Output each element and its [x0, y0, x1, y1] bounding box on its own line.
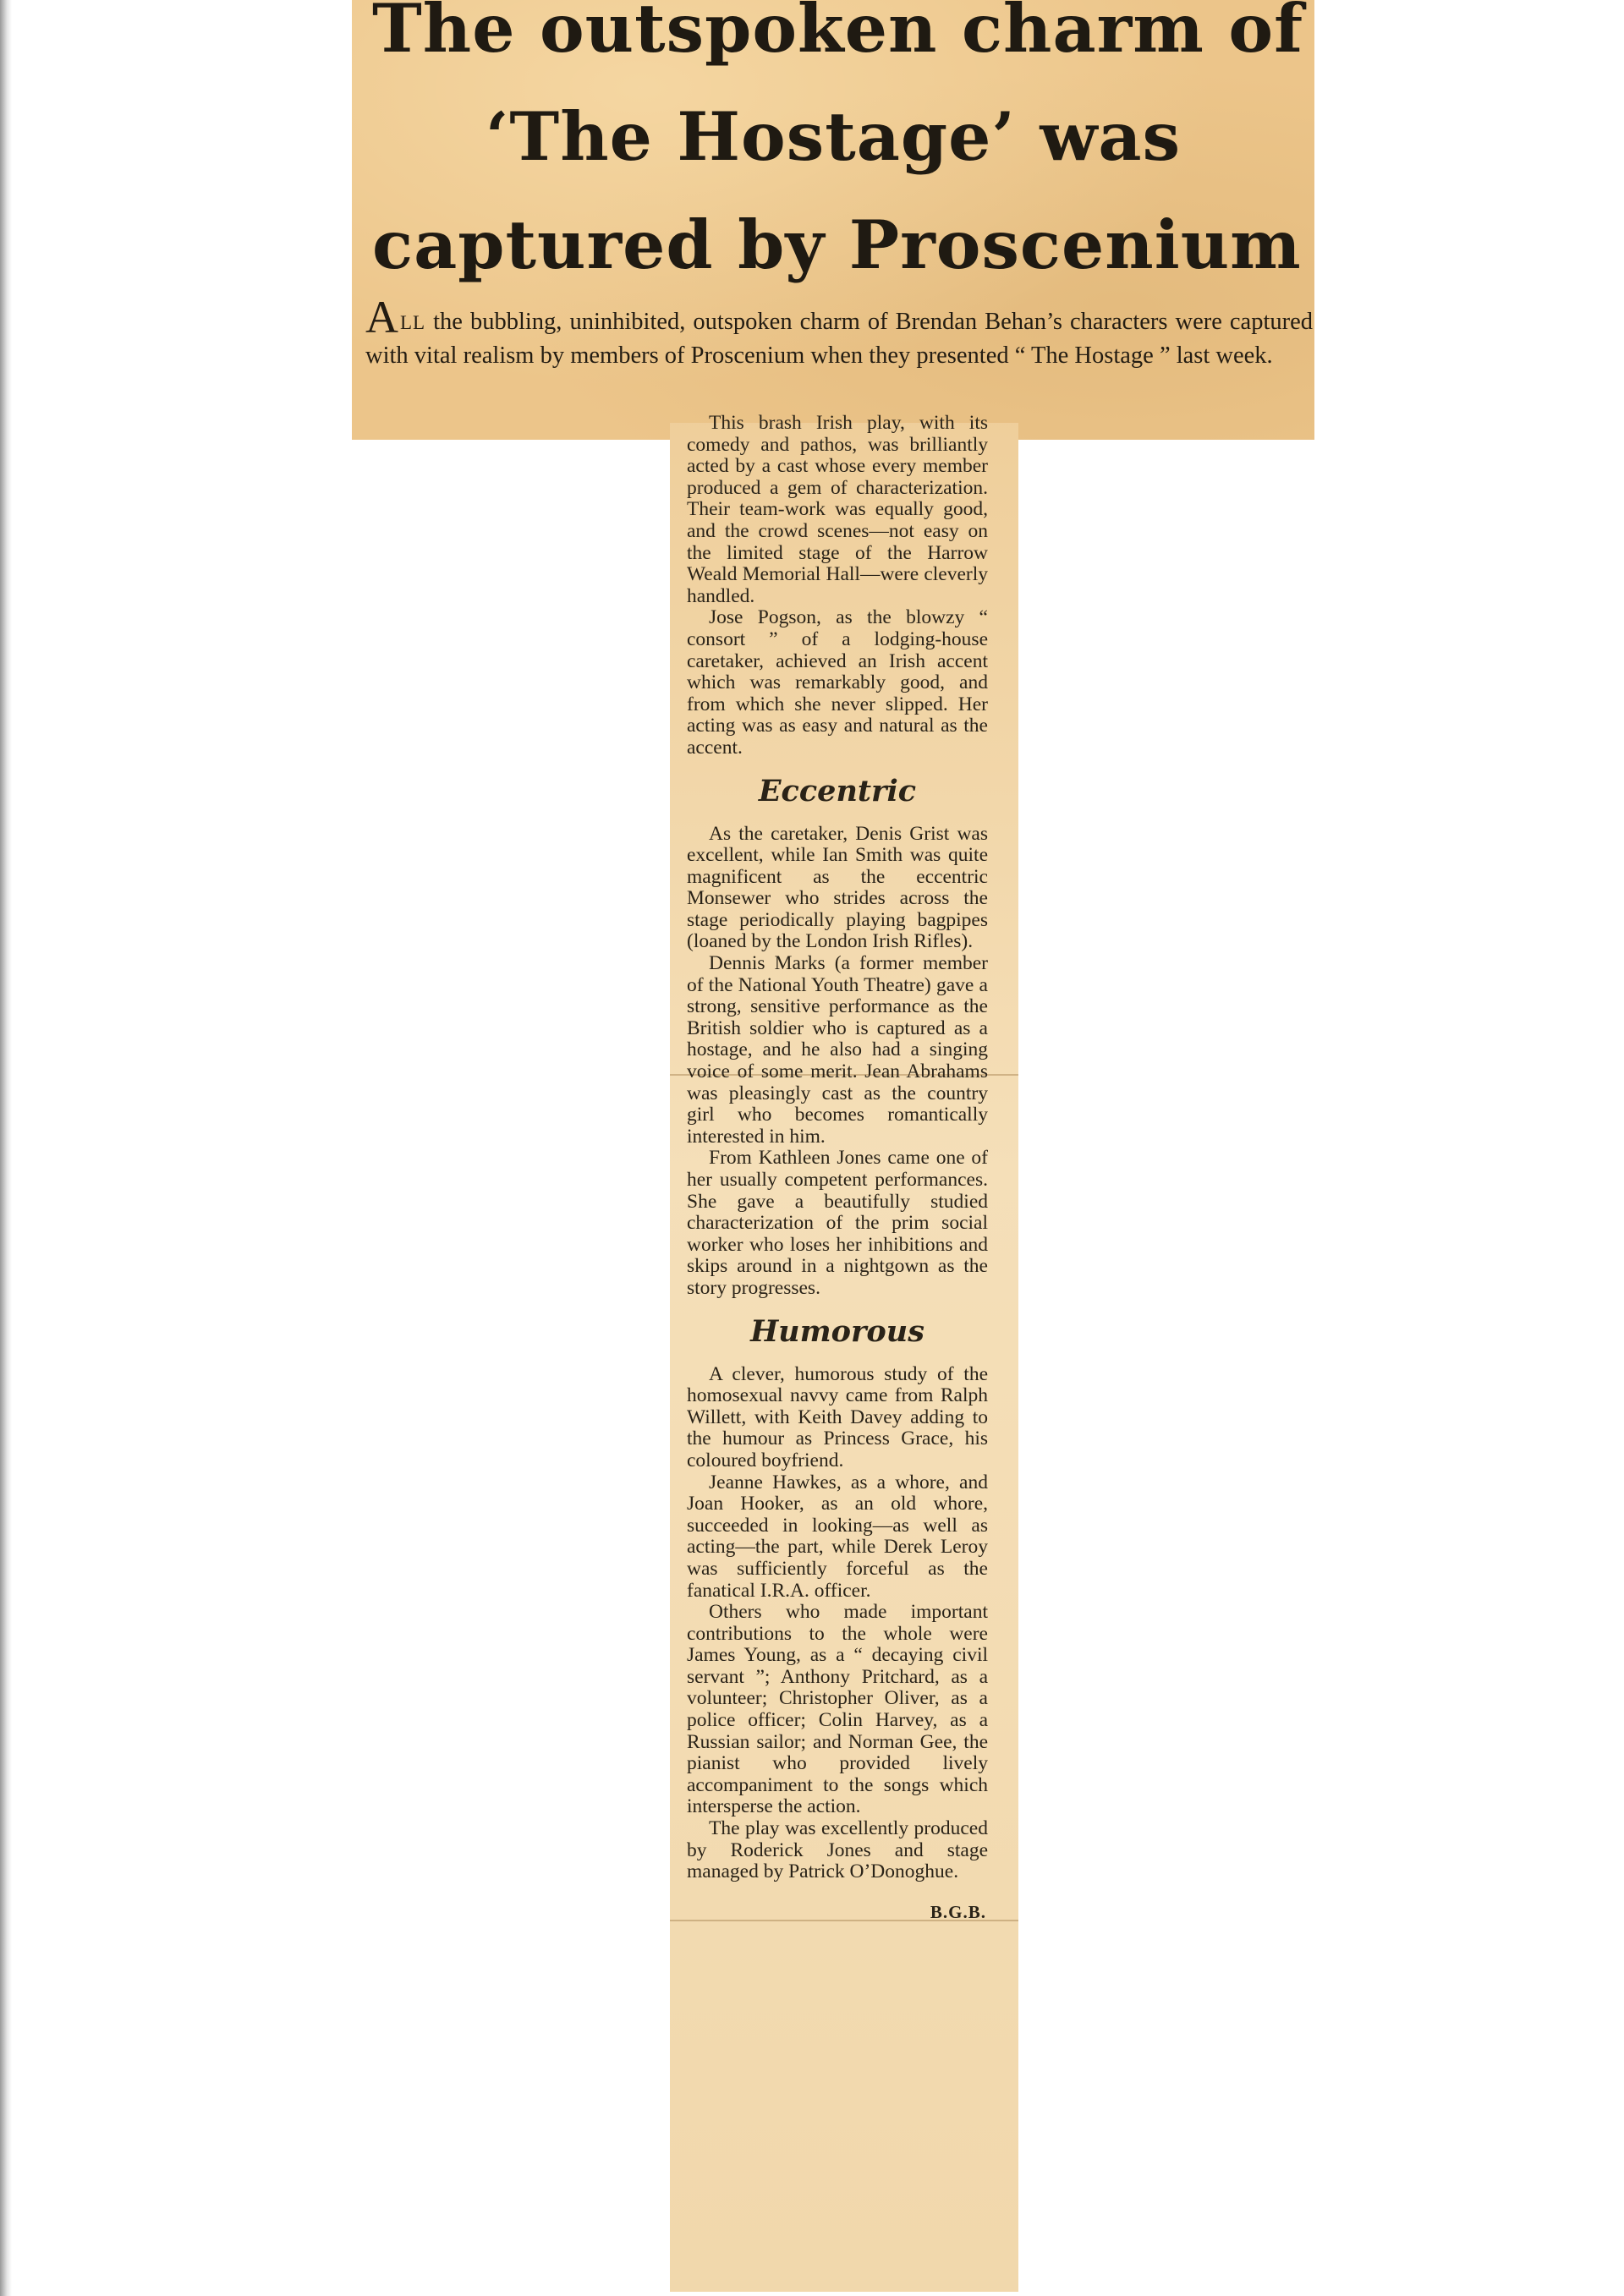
headline-line: captured by Proscenium [372, 205, 1302, 284]
paragraph: Jeanne Hawkes, as a whore, and Joan Hooker, as an old whore, succeeded in looking—as well as acting—the part, while Derek Leroy was sufficiently forceful as the fanatical I.R.A. officer. [687, 1471, 988, 1602]
paragraph: As the caretaker, Denis Grist was excellent, while Ian Smith was quite magnificent as the eccentric Monsewer who strides across the stage periodically playing bagpipes (loaned by the London Irish Rifles). [687, 822, 988, 953]
standfirst-text: the bubbling, uninhibited, outspoken charm of Brendan Behan’s characters were captured with vital realism by members of Proscenium when they presented “ The Hostage ” last week. [365, 309, 1313, 369]
paragraph: Dennis Marks (a former member of the National Youth Theatre) gave a strong, sensitive performance as the British soldier who is captured as a hostage, and he also had a singing voice of some merit. Jean Abrahams was pleasingly cast as the country girl who becomes romantically interested in him. [687, 952, 988, 1148]
drop-cap: A [365, 292, 398, 342]
subheading: Eccentric [758, 773, 917, 808]
paragraph: The play was excellently produced by Roderick Jones and stage managed by Patrick O’Donoghue. [687, 1817, 988, 1883]
article-body [687, 413, 988, 1923]
standfirst [365, 292, 1313, 372]
headline-line: The outspoken charm of [372, 0, 1304, 68]
paragraph: Jose Pogson, as the blowzy “ consort ” of a lodging-house caretaker, achieved an Irish accent which was remarkably good, and from which she never slipped. Her acting was as easy and natural as the accent. [687, 606, 988, 759]
paragraph: From Kathleen Jones came one of her usually competent performances. She gave a beautifully studied characterization of the prim social worker who loses her inhibitions and skips around in a nightgown as the story progresses. [687, 1147, 988, 1299]
headline [372, 0, 1304, 299]
paragraph: A clever, humorous study of the homosexual navvy came from Ralph Willett, with Keith Davey adding to the humour as Princess Grace, his coloured boyfriend. [687, 1362, 988, 1471]
headline-line: ‘The Hostage’ was [485, 97, 1182, 176]
paragraph: This brash Irish play, with its comedy and pathos, was brilliantly acted by a cast whose every member produced a gem of characterization. Their team-work was equally good, and the crowd scenes—not easy on the limited stage of the Harrow Weald Memorial Hall—were cleverly handled. [687, 412, 988, 607]
standfirst-caps: LL [400, 312, 426, 333]
author-signature: B.G.B. [930, 1901, 986, 1922]
subheading: Humorous [750, 1313, 924, 1349]
paragraph: Others who made important contributions to the whole were James Young, as a “ decaying civil servant ”; Anthony Pritchard, as a volunteer; Christopher Oliver, as a police officer; Colin Harvey, as a Russian sailor; and Norman Gee, the pianist who provided lively accompaniment to the songs which intersperse the action. [687, 1601, 988, 1818]
scan-edge [0, 0, 12, 2296]
